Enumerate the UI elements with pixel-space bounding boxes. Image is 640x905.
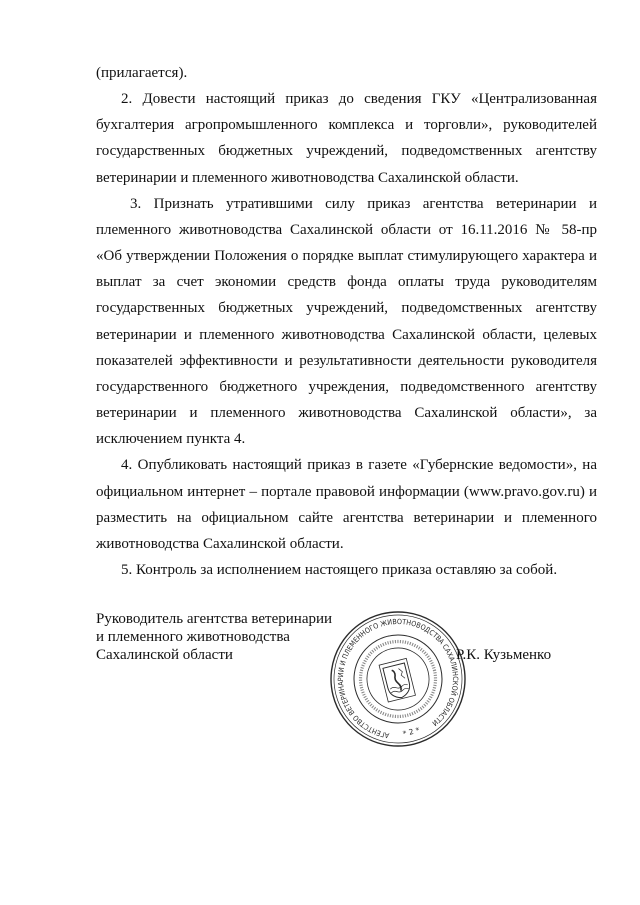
signatory-position-line: и племенного животноводства	[96, 629, 290, 645]
signatory-position	[96, 610, 346, 664]
item-3-line: ветеринарии и племенного животноводства Сахалинской области, целевых	[96, 326, 597, 343]
seal-outer-text: АГЕНТСТВО ВЕТЕРИНАРИИ И ПЛЕМЕННОГО ЖИВОТНОВОДСТВА САХАЛИНСКОЙ ОБЛАСТИ	[335, 616, 461, 741]
signatory-name: Р.К. Кузьменко	[456, 647, 552, 663]
attachment-note-line: (прилагается).	[96, 65, 188, 81]
item-3-line: ветеринарии и племенного животноводства Сахалинской области», за	[96, 405, 597, 422]
document-body	[96, 60, 597, 583]
item-4-line: разместить на официальном сайте агентства ветеринарии и племенного	[96, 509, 597, 526]
seal-outer-text-line	[326, 607, 470, 749]
signatory-position-line: Руководитель агентства ветеринарии	[96, 611, 333, 627]
item-5-line: 5. Контроль за исполнением настоящего приказа оставляю за собой.	[121, 561, 558, 578]
item-4-line: официальном интернет – портале правовой информации (www.pravo.gov.ru) и	[96, 483, 597, 500]
item-4-line: 4. Опубликовать настоящий приказ в газете «Губернские ведомости», на	[121, 457, 597, 474]
item-4-line: животноводства Сахалинской области.	[96, 535, 344, 552]
item-2-line: государственных бюджетных учреждений, подведомственных агентству	[96, 143, 597, 160]
item-3-line: показателей эффективности и результативности деятельности руководителя	[96, 352, 597, 369]
item-3-line: исключением пункта 4.	[96, 431, 246, 448]
item-3-line: «Об утверждении Положения о порядке выплат стимулирующего характера и	[96, 248, 597, 265]
item-3-line: государственных бюджетных учреждений, подведомственных агентству	[96, 300, 597, 317]
item-3-line: 3. Признать утратившими силу приказ агентства ветеринарии и	[130, 195, 597, 212]
seal-outer-ring	[326, 607, 470, 751]
seal-outer-ring-inner-line	[326, 607, 470, 751]
official-seal	[326, 607, 470, 751]
item-2-line: 2. Довести настоящий приказ до сведения ГКУ «Централизованная	[121, 91, 597, 108]
item-3-line: племенного животноводства Сахалинской области от 16.11.2016 № 58-пр	[96, 221, 597, 238]
seal-inner-text-ring	[353, 634, 444, 725]
item-3-line: государственного бюджетного учреждения, подведомственного агентству	[96, 378, 597, 395]
signatory-position-line: Сахалинской области	[96, 647, 233, 663]
seal-bottom-mark: * 2 *	[401, 725, 421, 739]
coat-of-arms-icon	[379, 658, 415, 702]
item-2-line: ветеринарии и племенного животноводства Сахалинской области.	[96, 169, 519, 186]
item-3-line: выплат за счет экономии средств фонда оплаты труда руководителям	[96, 274, 597, 291]
item-2-line: бухгалтерия агропромышленного комплекса и торговли», руководителей	[96, 117, 597, 134]
